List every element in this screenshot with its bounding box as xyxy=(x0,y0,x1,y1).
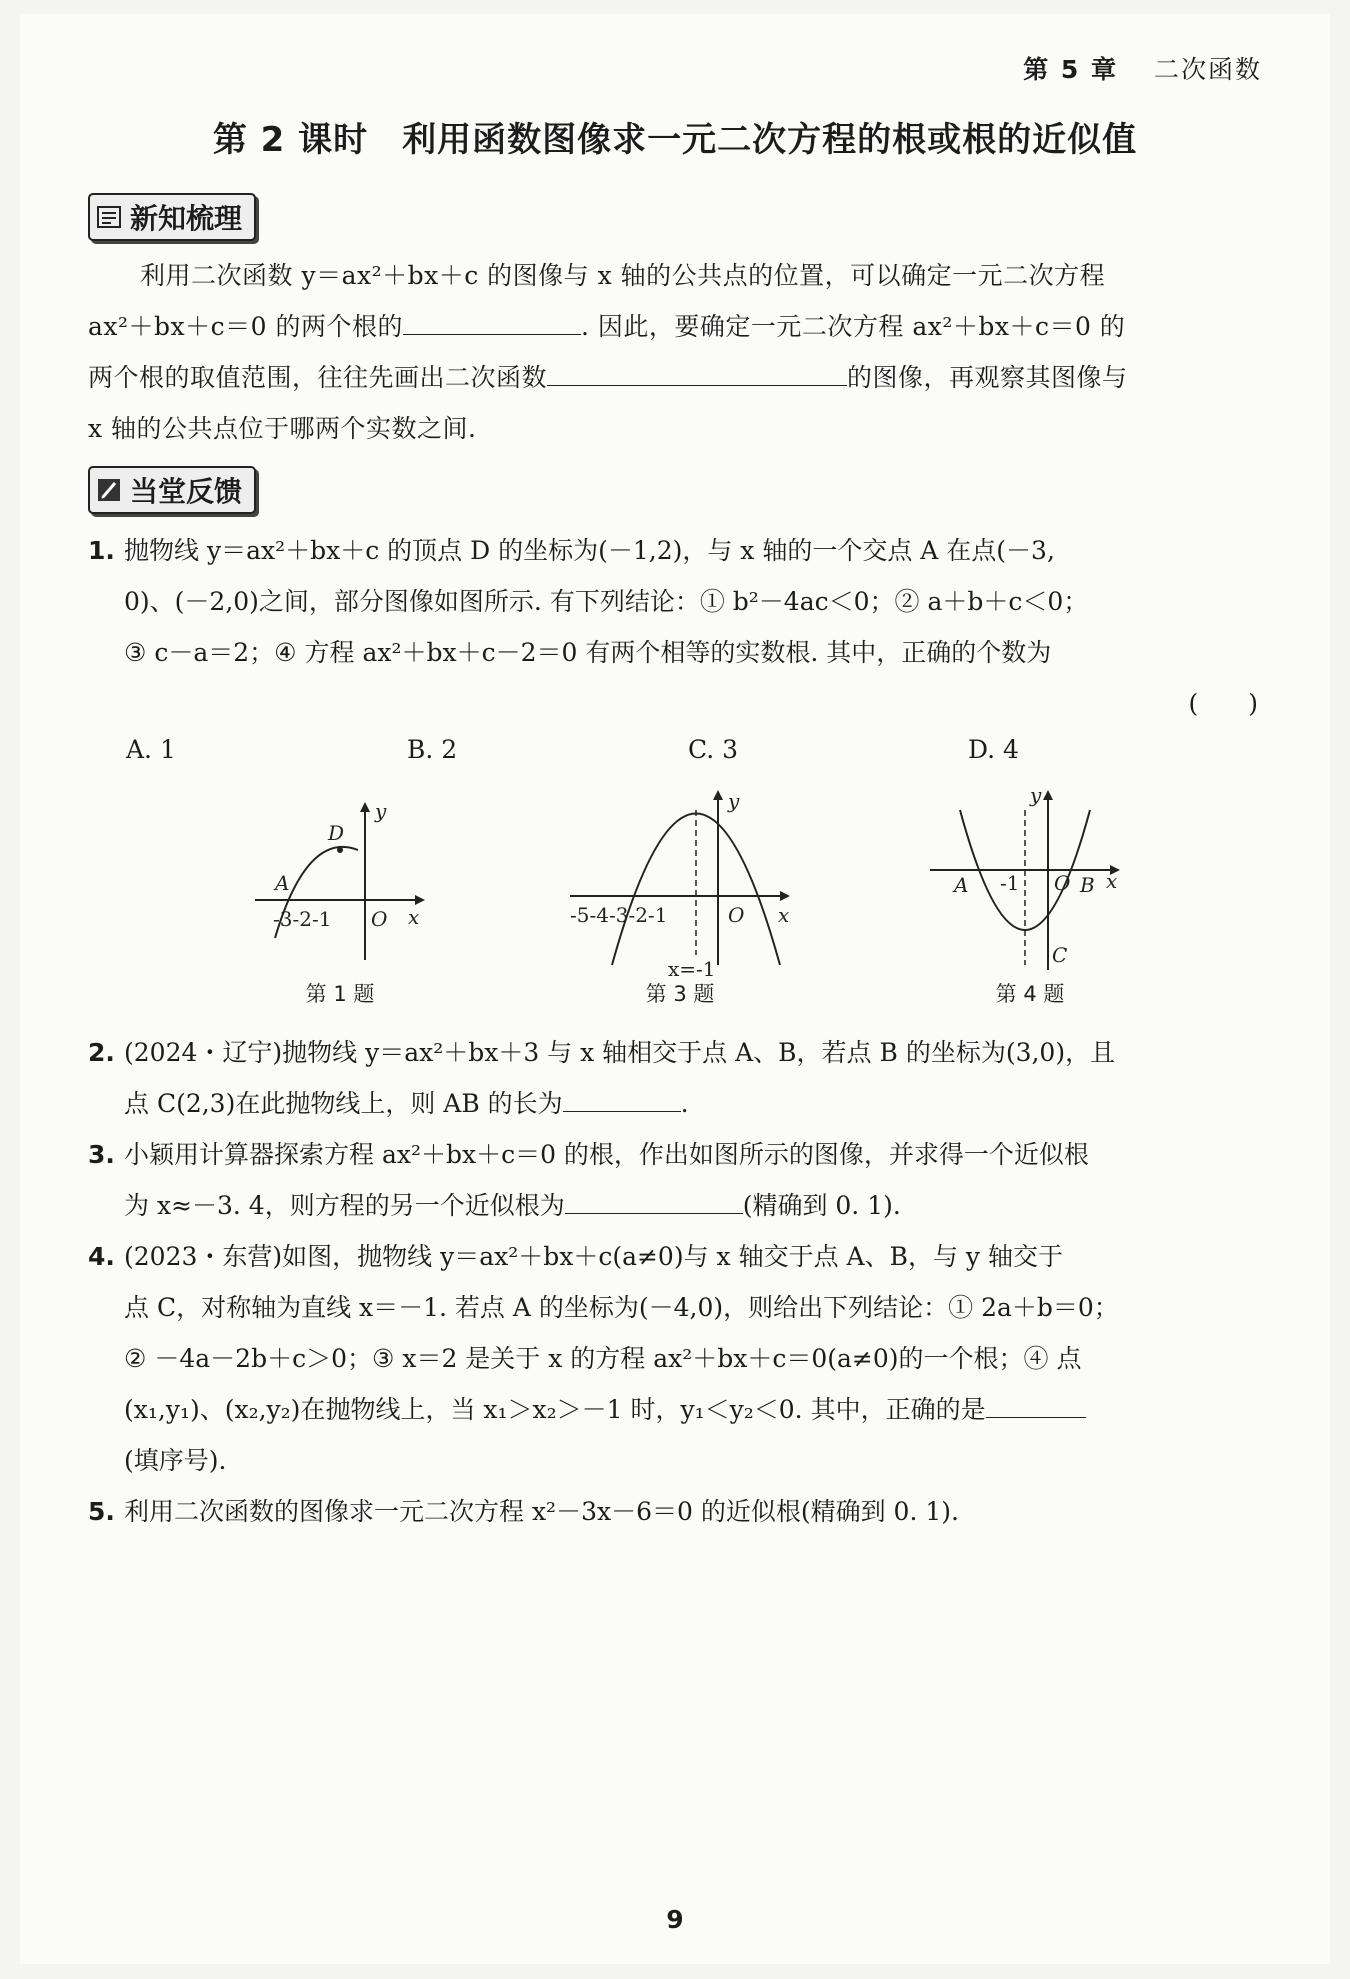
para-line-4: x 轴的公共点位于哪两个实数之间. xyxy=(88,414,477,443)
x-axis-arrow xyxy=(780,891,790,901)
answer-blank[interactable] xyxy=(563,1087,681,1112)
figure-4-graph xyxy=(920,780,1140,980)
choice-a[interactable]: A. 1 xyxy=(126,735,176,764)
lesson-number: 第 2 课时 xyxy=(212,120,369,160)
answer-blank[interactable] xyxy=(565,1189,743,1214)
choice-c[interactable]: C. 3 xyxy=(688,735,739,764)
figure-4-caption: 第 4 题 xyxy=(995,982,1065,1006)
question-number: 1. xyxy=(88,536,115,565)
label-x: x xyxy=(778,903,790,927)
tick-label: -1 xyxy=(1000,871,1020,895)
choice-b[interactable]: B. 2 xyxy=(407,735,458,764)
question-text-line: (填序号). xyxy=(124,1446,227,1475)
para-line-2 xyxy=(88,301,1268,352)
question-text-line: 为 x≈－3. 4，则方程的另一个近似根为 xyxy=(124,1191,565,1220)
x-axis-arrow xyxy=(415,895,425,905)
question-5 xyxy=(88,1486,1258,1537)
label-origin: O xyxy=(371,907,388,931)
label-d: D xyxy=(328,821,345,845)
question-text-tail: . xyxy=(680,1089,689,1118)
vertex-point xyxy=(337,847,343,853)
question-text-line: 0)、(－2,0)之间，部分图像如图所示. 有下列结论：① b²－4ac＜0；② a＋b＋c＜0； xyxy=(124,587,1089,616)
question-3 xyxy=(88,1129,1258,1231)
para-line-3 xyxy=(88,352,1268,403)
label-a: A xyxy=(275,871,290,895)
question-text-line: 抛物线 y＝ax²＋bx＋c 的顶点 D 的坐标为(－1,2)，与 x 轴的一个交点 A 在点(－3, xyxy=(124,536,1055,565)
para-line-2-a: ax²＋bx＋c＝0 的两个根的 xyxy=(88,312,403,341)
question-number: 5. xyxy=(88,1497,115,1526)
label-a: A xyxy=(954,873,969,897)
pencil-icon xyxy=(96,477,122,503)
chapter-number: 第 5 章 xyxy=(1023,55,1119,84)
question-text-line: (x₁,y₁)、(x₂,y₂)在抛物线上，当 x₁＞x₂＞－1 时，y₁＜y₂＜0. 其中，正确的是 xyxy=(124,1395,986,1424)
answer-blank-1[interactable] xyxy=(403,310,581,335)
question-2 xyxy=(88,1027,1258,1129)
tick-labels: -3-2-1 xyxy=(273,907,332,931)
section-label-feedback xyxy=(88,466,256,514)
question-text-line: ③ c－a＝2；④ 方程 ax²＋bx＋c－2＝0 有两个相等的实数根. 其中，正确的个数为 xyxy=(124,638,1052,667)
question-number: 3. xyxy=(88,1140,115,1169)
question-text-line: 点 C，对称轴为直线 x＝－1. 若点 A 的坐标为(－4,0)，则给出下列结论：① 2a＋b＝0； xyxy=(124,1293,1119,1322)
answer-area[interactable] xyxy=(88,1545,1258,1865)
section-label-text: 新知梳理 xyxy=(130,202,243,235)
answer-blank-2[interactable] xyxy=(547,361,847,386)
question-number: 4. xyxy=(88,1242,115,1271)
question-text-line: 点 C(2,3)在此抛物线上，则 AB 的长为 xyxy=(124,1089,563,1118)
para-line-3-a: 两个根的取值范围，往往先画出二次函数 xyxy=(88,363,548,392)
question-text-line: 小颖用计算器探索方程 ax²＋bx＋c＝0 的根，作出如图所示的图像，并求得一个近似根 xyxy=(124,1140,1089,1169)
figure-1-graph xyxy=(245,790,435,970)
choice-d[interactable]: D. 4 xyxy=(968,735,1019,764)
para-line-1: 利用二次函数 y＝ax²＋bx＋c 的图像与 x 轴的公共点的位置，可以确定一元二次方程 xyxy=(140,261,1106,290)
book-icon xyxy=(96,204,122,230)
question-text-line: 利用二次函数的图像求一元二次方程 x²－3x－6＝0 的近似根(精确到 0. 1). xyxy=(124,1497,959,1526)
running-header xyxy=(1023,50,1262,86)
question-text-line: (2023・东营)如图，抛物线 y＝ax²＋bx＋c(a≠0)与 x 轴交于点 A、B，与 y 轴交于 xyxy=(124,1242,1063,1271)
label-y: y xyxy=(728,789,740,813)
label-origin: O xyxy=(1054,871,1071,895)
label-c: C xyxy=(1052,943,1068,967)
label-origin: O xyxy=(728,903,745,927)
tick-labels: -5-4-3-2-1 xyxy=(570,903,668,927)
label-y: y xyxy=(375,799,387,823)
question-text-tail: (精确到 0. 1). xyxy=(742,1191,901,1220)
question-4 xyxy=(88,1231,1258,1486)
label-b: B xyxy=(1080,873,1095,897)
y-axis-arrow xyxy=(360,802,370,812)
knowledge-paragraph xyxy=(88,250,1268,454)
y-axis-arrow xyxy=(713,790,723,800)
question-number: 2. xyxy=(88,1038,115,1067)
chapter-topic: 二次函数 xyxy=(1153,55,1262,84)
section-label-new-knowledge xyxy=(88,193,256,241)
lesson-title xyxy=(0,112,1350,161)
lesson-title-text: 利用函数图像求一元二次方程的根或根的近似值 xyxy=(402,120,1138,160)
figure-3-caption: 第 3 题 xyxy=(645,982,715,1006)
para-line-3-b: 的图像，再观察其图像与 xyxy=(847,363,1128,392)
figure-3-graph xyxy=(560,780,800,980)
page-number: 9 xyxy=(666,1905,684,1934)
label-y: y xyxy=(1030,783,1042,807)
question-1 xyxy=(88,525,1258,729)
label-x: x xyxy=(1106,869,1118,893)
para-line-2-b: . 因此，要确定一元二次方程 ax²＋bx＋c＝0 的 xyxy=(580,312,1126,341)
axis-of-symmetry-label: x=-1 xyxy=(668,957,716,980)
figure-1-caption: 第 1 题 xyxy=(305,982,375,1006)
label-x: x xyxy=(408,905,420,929)
y-axis-arrow xyxy=(1043,790,1053,800)
answer-blank[interactable] xyxy=(986,1393,1086,1418)
section-label-text: 当堂反馈 xyxy=(130,475,243,508)
question-text-line: ② －4a－2b＋c＞0；③ x＝2 是关于 x 的方程 ax²＋bx＋c＝0(a≠0)的一个根；④ 点 xyxy=(124,1344,1082,1373)
question-text-line: (2024・辽宁)抛物线 y＝ax²＋bx＋3 与 x 轴相交于点 A、B，若点 B 的坐标为(3,0)，且 xyxy=(124,1038,1116,1067)
answer-parentheses[interactable]: ( ) xyxy=(1188,689,1258,718)
